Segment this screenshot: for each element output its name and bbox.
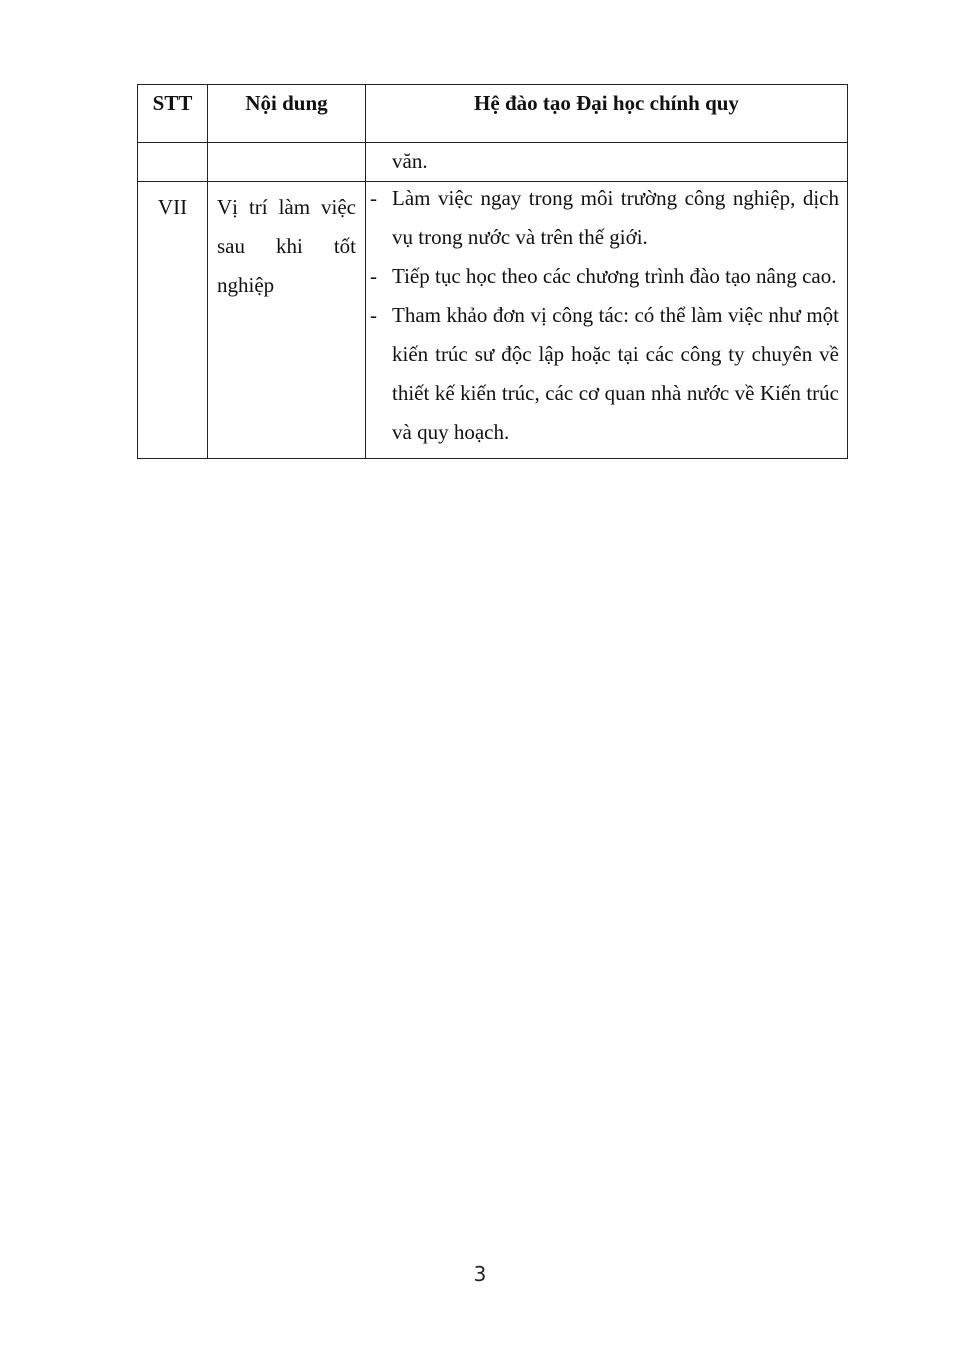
continuation-stt-cell bbox=[138, 143, 208, 182]
curriculum-table bbox=[137, 84, 848, 459]
header-program: Hệ đào tạo Đại học chính quy bbox=[366, 85, 848, 143]
continuation-text: văn. bbox=[392, 149, 428, 173]
continuation-program-cell bbox=[366, 143, 848, 182]
bullet-dash: - bbox=[370, 303, 377, 327]
bullet-list bbox=[366, 179, 839, 458]
row-content-line1: Vị trí làm việc bbox=[217, 195, 356, 219]
bullet-dash: - bbox=[370, 264, 377, 288]
continuation-content-cell bbox=[208, 143, 366, 182]
table-row-continuation bbox=[138, 143, 848, 182]
bullet-text: Tiếp tục học theo các chương trình đào tạo nâng cao. bbox=[392, 264, 837, 288]
table-row-vii bbox=[138, 182, 848, 459]
table-header-row bbox=[138, 85, 848, 143]
list-item bbox=[366, 179, 839, 257]
list-item bbox=[366, 257, 839, 296]
header-content: Nội dung bbox=[208, 85, 366, 143]
row-content-line3: nghiệp bbox=[217, 273, 275, 297]
bullet-text: Tham khảo đơn vị công tác: có thể làm việc như một kiến trúc sư độc lập hoặc tại các công ty chuyên về thiết kế kiến trúc, các cơ quan nhà nước về Kiến trúc và quy hoạch. bbox=[392, 303, 839, 444]
list-item bbox=[366, 296, 839, 452]
row-content-cell bbox=[208, 182, 366, 459]
row-stt-cell: VII bbox=[138, 182, 208, 459]
row-program-cell bbox=[366, 182, 848, 459]
bullet-dash: - bbox=[370, 186, 377, 210]
bullet-text: Làm việc ngay trong môi trường công nghiệp, dịch vụ trong nước và trên thế giới. bbox=[392, 186, 839, 249]
row-content-line2: sau khi tốt bbox=[217, 234, 356, 258]
header-stt: STT bbox=[138, 85, 208, 143]
page-number: 3 bbox=[473, 1262, 487, 1286]
